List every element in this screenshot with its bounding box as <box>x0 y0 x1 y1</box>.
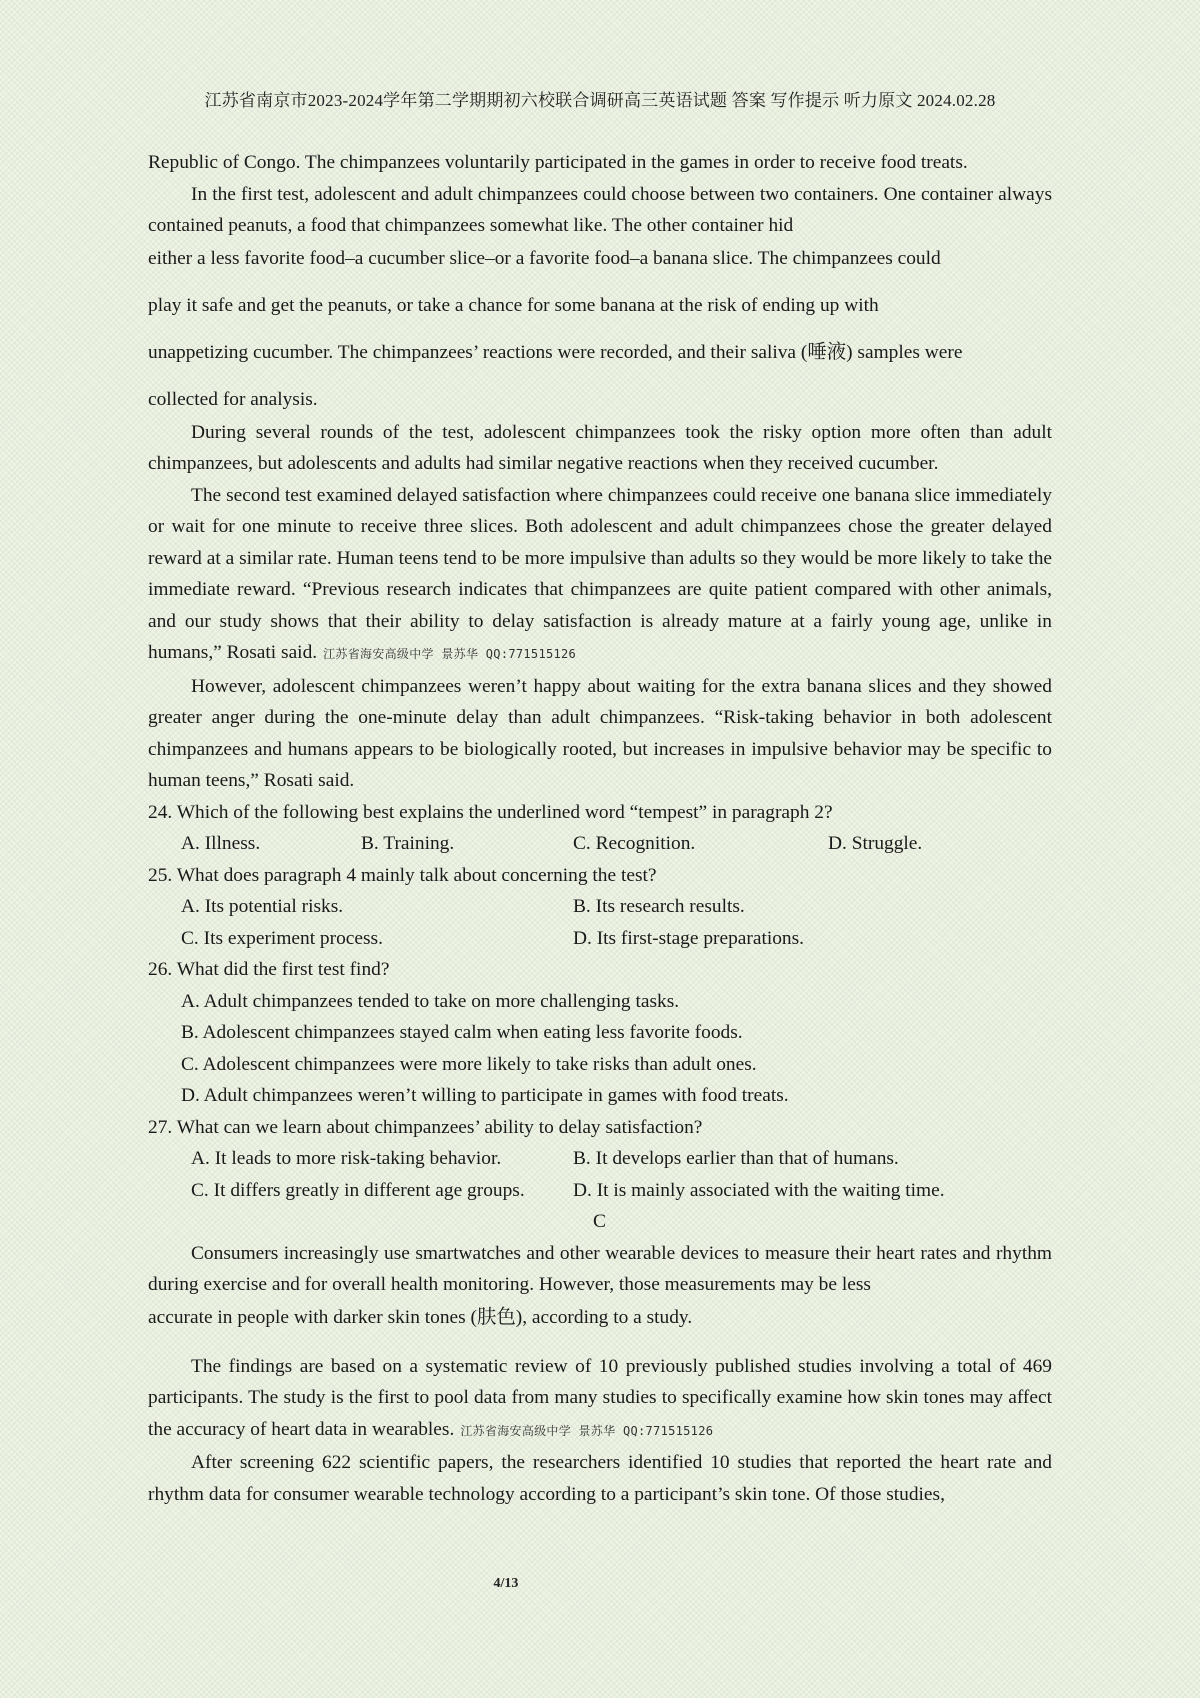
document-body <box>148 147 1052 1510</box>
question-stem: 26. What did the first test find? <box>148 959 390 980</box>
option-c: C. Recognition. <box>573 833 696 854</box>
option-a: A. It leads to more risk-taking behavior. <box>191 1148 502 1169</box>
question-26 <box>148 954 1052 1112</box>
paragraph-text: play it safe and get the peanuts, or take a chance for some banana at the risk of ending up with <box>148 294 879 316</box>
option-b: B. It develops earlier than that of humans. <box>573 1148 899 1169</box>
page-number: 4/13 <box>493 1576 519 1591</box>
option-d: D. Struggle. <box>828 833 923 854</box>
option-b: B. Adolescent chimpanzees stayed calm when eating less favorite foods. <box>181 1022 743 1043</box>
paragraph-text: unappetizing cucumber. The chimpanzees’ reactions were recorded, and their saliva (唾液) samples were <box>148 341 963 363</box>
question-25 <box>148 860 1052 955</box>
passage-b-paragraph-rounds: During several rounds of the test, adolescent chimpanzees took the risky option more often than adult chimpanzees, but adolescents and adults had similar negative reactions when they received cucumber. <box>148 421 1052 474</box>
watermark-text: 江苏省海安高级中学 景苏华 QQ:771515126 <box>460 1423 714 1438</box>
option-b: B. Its research results. <box>573 896 745 917</box>
option-a: A. Its potential risks. <box>181 896 344 917</box>
paragraph-text: The second test examined delayed satisfaction where chimpanzees could receive one banana slice immediately or wait for one minute to receive three slices. Both adolescent and adult chimpanzees chose the greater delayed reward at a similar rate. Human teens tend to be more impulsive than adults so they would be more likely to take the immediate reward. “Previous research indicates that chimpanzees are quite patient compared with other animals, and our study shows that their ability to delay satisfaction is already mature at a fairly young age, unlike in humans,” Rosati said. <box>148 484 1052 663</box>
passage-b-paragraph-first-test-cont <box>148 235 1052 423</box>
question-stem: 25. What does paragraph 4 mainly talk about concerning the test? <box>148 864 657 886</box>
option-a: A. Illness. <box>181 833 261 854</box>
paragraph-text: Consumers increasingly use smartwatches and other wearable devices to measure their heart rates and rhythm during exercise and for overall health monitoring. However, those measurements may be less <box>148 1242 1052 1295</box>
paragraph-text: The findings are based on a systematic review of 10 previously published studies involving a total of 469 participants. The study is the first to pool data from many studies to specifically examine how skin tones may affect the accuracy of heart data in wearables. <box>148 1355 1052 1440</box>
passage-b-paragraph-however: However, adolescent chimpanzees weren’t happy about waiting for the extra banana slices and they showed greater anger during the one-minute delay than adult chimpanzees. “Risk-taking behavior in both adolescent chimpanzees and humans appears to be biologically rooted, but increases in impulsive behavior may be specific to human teens,” Rosati said. <box>148 675 1052 791</box>
question-27 <box>148 1112 1052 1207</box>
page-header: 江苏省南京市2023-2024学年第二学期期初六校联合调研高三英语试题 答案 写作提示 听力原文 2024.02.28 <box>204 91 996 110</box>
option-c: C. Adolescent chimpanzees were more likely to take risks than adult ones. <box>181 1053 757 1075</box>
passage-c-paragraph-screening: After screening 622 scientific papers, the researchers identified 10 studies that reported the heart rate and rhythm data for consumer wearable technology according to a participant’s skin tone. Of those studies, <box>148 1452 1052 1505</box>
question-options <box>148 986 1052 1112</box>
section-label-c: C <box>593 1211 606 1232</box>
passage-b-paragraph-continued: Republic of Congo. The chimpanzees voluntarily participated in the games in order to receive food treats. <box>148 152 968 173</box>
paragraph-text: collected for analysis. <box>148 388 318 410</box>
paragraph-text: accurate in people with darker skin tones (肤色), according to a study. <box>148 1306 693 1328</box>
passage-c-paragraph-findings <box>148 1351 1052 1448</box>
option-c: C. Its experiment process. <box>181 927 383 949</box>
question-options <box>148 891 1052 954</box>
passage-b-paragraph-first-test <box>148 179 1052 242</box>
question-options <box>148 828 1052 860</box>
option-b: B. Training. <box>361 833 455 854</box>
question-24 <box>148 797 1052 860</box>
option-c: C. It differs greatly in different age groups. <box>191 1179 525 1201</box>
option-a: A. Adult chimpanzees tended to take on more challenging tasks. <box>181 990 680 1012</box>
paragraph-text: either a less favorite food–a cucumber slice–or a favorite food–a banana slice. The chimpanzees could <box>148 247 941 269</box>
paragraph-text: In the first test, adolescent and adult chimpanzees could choose between two containers. One container always contained peanuts, a food that chimpanzees somewhat like. The other container hid <box>148 183 1052 236</box>
passage-c-paragraph-consumers-cont <box>148 1294 1052 1341</box>
option-d: D. Its first-stage preparations. <box>573 927 805 949</box>
watermark-text: 江苏省海安高级中学 景苏华 QQ:771515126 <box>323 647 577 661</box>
question-options <box>148 1143 1052 1206</box>
question-stem: 27. What can we learn about chimpanzees’ ability to delay satisfaction? <box>148 1116 703 1138</box>
option-d: D. It is mainly associated with the waiting time. <box>573 1179 945 1201</box>
passage-c-paragraph-consumers <box>148 1238 1052 1301</box>
option-d: D. Adult chimpanzees weren’t willing to participate in games with food treats. <box>181 1085 789 1106</box>
question-stem: 24. Which of the following best explains the underlined word “tempest” in paragraph 2? <box>148 801 833 823</box>
passage-b-paragraph-second-test <box>148 480 1052 671</box>
